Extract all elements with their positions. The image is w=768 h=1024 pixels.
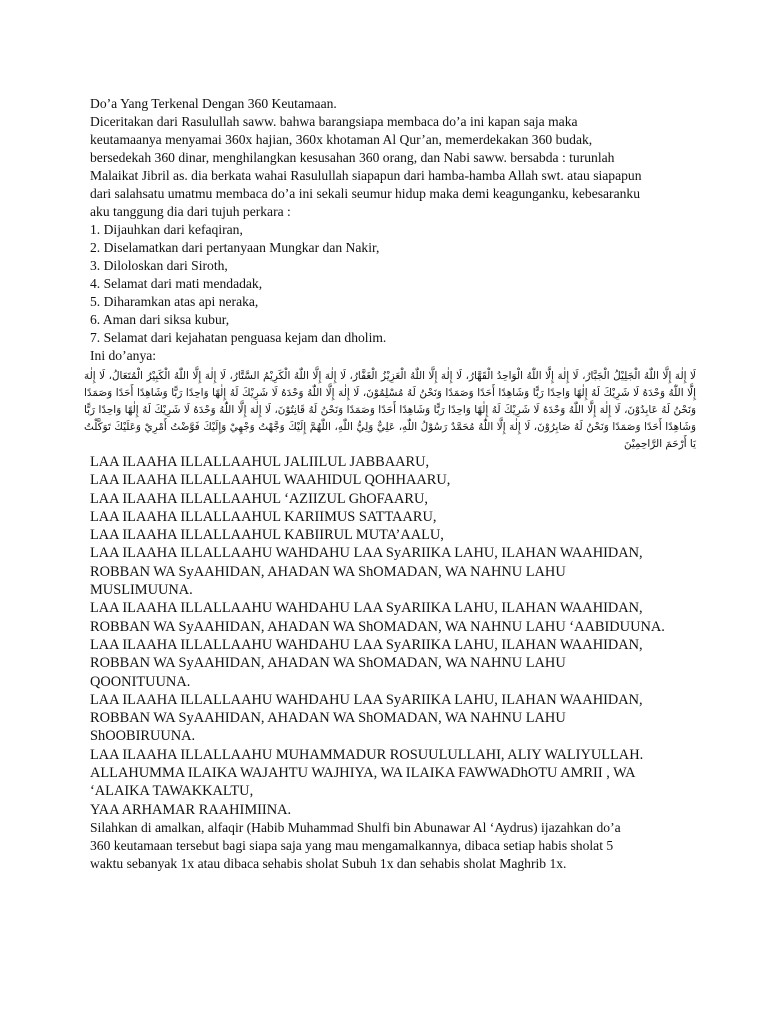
transliteration-line: LAA ILAAHA ILLALLAAHU WAHDAHU LAA SyARIIKA LAHU, ILAHAN WAAHIDAN, [90, 600, 643, 617]
list-item: 3. Diloloskan dari Siroth, [90, 258, 228, 273]
transliteration-line: ALLAHUMMA ILAIKA WAJAHTU WAJHIYA, WA ILAIKA FAWWADhOTU AMRII , WA [90, 765, 636, 782]
list-item: 5. Diharamkan atas api neraka, [90, 294, 259, 309]
list-item: 6. Aman dari siksa kubur, [90, 312, 230, 327]
transliteration-line: LAA ILAAHA ILLALLAAHU WAHDAHU LAA SyARIIKA LAHU, ILAHAN WAAHIDAN, [90, 545, 643, 562]
intro-paragraph [90, 113, 690, 221]
document-page [84, 95, 696, 873]
closing-line: waktu sebanyak 1x atau dibaca sehabis sholat Subuh 1x dan sehabis sholat Maghrib 1x. [90, 855, 567, 871]
transliteration-line: LAA ILAAHA ILLALLAAHUL KABIIRUL MUTA’AALU, [90, 527, 444, 544]
document-title: Do’a Yang Terkenal Dengan 360 Keutamaan. [90, 96, 337, 111]
closing-line: Silahkan di amalkan, alfaqir (Habib Muhammad Shulfi bin Abunawar Al ‘Aydrus) ijazahkan do’a [90, 819, 621, 835]
transliteration-line: LAA ILAAHA ILLALLAAHUL WAAHIDUL QOHHAARU, [90, 472, 451, 489]
transliteration-line: ShOOBIRUUNA. [90, 728, 196, 745]
transliteration-line: QOONITUUNA. [90, 673, 191, 690]
transliteration-line: YAA ARHAMAR RAAHIMIINA. [90, 801, 292, 818]
intro-line: keutamaanya menyamai 360x hajian, 360x khotaman Al Qur’an, memerdekakan 360 budak, [90, 132, 593, 147]
list-item: 7. Selamat dari kejahatan penguasa kejam dan dholim. [90, 330, 387, 345]
list-item: 2. Diselamatkan dari pertanyaan Mungkar dan Nakir, [90, 240, 380, 255]
latin-transliteration [90, 453, 690, 819]
transliteration-line: ROBBAN WA SyAAHIDAN, AHADAN WA ShOMADAN, WA NAHNU LAHU [90, 655, 566, 672]
intro-line: Malaikat Jibril as. dia berkata wahai Rasulullah siapapun dari hamba-hamba Allah swt. atau siapapun [90, 168, 642, 183]
transliteration-line: LAA ILAAHA ILLALLAAHUL KARIIMUS SATTAARU, [90, 508, 437, 525]
transliteration-line: LAA ILAAHA ILLALLAAHUL JALIILUL JABBAARU, [90, 454, 430, 470]
intro-line: dari salahsatu umatmu membaca do’a ini sekali seumur hidup maka demi keagunganku, kebesaranku [90, 186, 640, 201]
transliteration-line: LAA ILAAHA ILLALLAAHU MUHAMMADUR ROSUULULLAHI, ALIY WALIYULLAH. [90, 746, 644, 763]
transliteration-line: LAA ILAAHA ILLALLAAHU WAHDAHU LAA SyARIIKA LAHU, ILAHAN WAAHIDAN, [90, 636, 643, 653]
transliteration-line: LAA ILAAHA ILLALLAAHUL ‘AZIIZUL GhOFAARU, [90, 490, 428, 507]
intro-line: aku tanggung dia dari tujuh perkara : [90, 204, 291, 219]
doa-label: Ini do’anya: [90, 348, 157, 363]
transliteration-line: ROBBAN WA SyAAHIDAN, AHADAN WA ShOMADAN, WA NAHNU LAHU [90, 563, 566, 580]
intro-line: Diceritakan dari Rasulullah saww. bahwa barangsiapa membaca do’a ini kapan saja maka [90, 114, 578, 129]
arabic-doa-text: لَا إِلٰهَ إِلَّا اللّٰهُ الْجَلِيْلُ الْجَبَّارُ، لَا إِلٰهَ إِلَّا اللّٰهُ الْوَاحِدُ الْقَهَّارُ، لَا إِلٰهَ إِلَّا اللّٰهُ الْعَزِيْزُ الْغَفَّارُ، لَا إِلٰهَ إِلَّا اللّٰهُ الْكَرِيْمُ السَّتَّارُ، لَا إِلٰهَ إِلَّا اللّٰهُ الْكَبِيْرُ الْمُتَعَالُ، لَا إِلٰهَ إِلَّا اللّٰهُ وَحْدَهُ لَا شَرِيْكَ لَهُ إِلٰهًا وَاحِدًا رَبًّا وَشَاهِدًا أَحَدًا وَصَمَدًا وَنَحْنُ لَهُ مُسْلِمُوْنَ، لَا إِلٰهَ إِلَّا اللّٰهُ وَحْدَهُ لَا شَرِيْكَ لَهُ إِلٰهًا وَاحِدًا رَبًّا وَشَاهِدًا أَحَدًا وَصَمَدًا وَنَحْنُ لَهُ عَابِدُوْنَ، لَا إِلٰهَ إِلَّا اللّٰهُ وَحْدَهُ لَا شَرِيْكَ لَهُ إِلٰهًا وَاحِدًا رَبًّا وَشَاهِدًا أَحَدًا وَصَمَدًا وَنَحْنُ لَهُ قَانِتُوْنَ، لَا إِلٰهَ إِلَّا اللّٰهُ وَحْدَهُ لَا شَرِيْكَ لَهُ إِلٰهًا وَاحِدًا رَبًّا وَشَاهِدًا أَحَدًا وَصَمَدًا وَنَحْنُ لَهُ صَابِرُوْنَ، لَا إِلٰهَ إِلَّا اللّٰهُ مُحَمَّدٌ رَسُوْلُ اللّٰهِ، عَلِيٌّ وَلِيُّ اللّٰهِ، اللّٰهُمَّ إِلَيْكَ وَجَّهْتُ وَجْهِيْ وَإِلَيْكَ فَوَّضْتُ أَمْرِيْ وَعَلَيْكَ تَوَكَّلْتُ يَا أَرْحَمَ الرَّاحِمِيْنَ [84, 370, 696, 450]
closing-line: 360 keutamaan tersebut bagi siapa saja yang mau mengamalkannya, dibaca setiap habis sholat 5 [90, 837, 614, 853]
benefits-list [90, 221, 690, 347]
intro-line: bersedekah 360 dinar, menghilangkan kesusahan 360 orang, dan Nabi saww. bersabda : turunlah [90, 150, 615, 165]
transliteration-line: MUSLIMUUNA. [90, 582, 193, 599]
transliteration-line: ROBBAN WA SyAAHIDAN, AHADAN WA ShOMADAN, WA NAHNU LAHU [90, 710, 566, 727]
transliteration-line: LAA ILAAHA ILLALLAAHU WAHDAHU LAA SyARIIKA LAHU, ILAHAN WAAHIDAN, [90, 691, 643, 708]
transliteration-line: ‘ALAIKA TAWAKKALTU, [90, 783, 254, 800]
list-item: 4. Selamat dari mati mendadak, [90, 276, 263, 291]
transliteration-line: ROBBAN WA SyAAHIDAN, AHADAN WA ShOMADAN, WA NAHNU LAHU ‘AABIDUUNA. [90, 618, 665, 635]
list-item: 1. Dijauhkan dari kefaqiran, [90, 222, 243, 237]
closing-paragraph [90, 819, 690, 873]
